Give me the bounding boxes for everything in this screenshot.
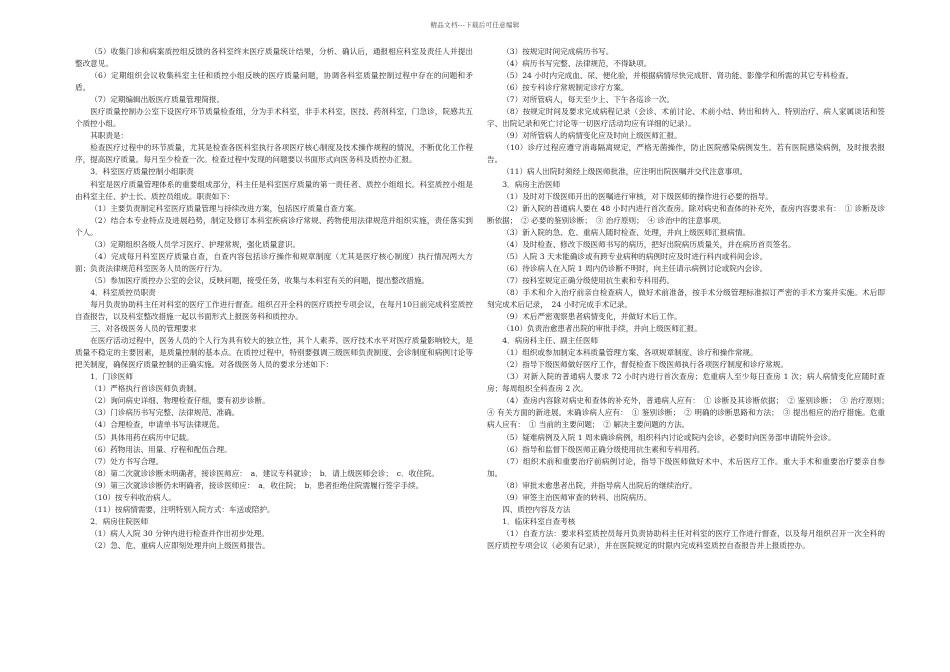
paragraph: 检查医疗过程中的环节质量，尤其是检查各医科室执行各项医疗核心制度及技术操作规程的情况，不断优化工作程序，提高医疗质量。每月至少检查一次。检查过程中发现的问题要以书面形式向医务科及质控办汇报。: [75, 143, 473, 165]
paragraph: （6）定期组织会议收集科室主任和质控小组反映的医疗质量问题，协调各科室质量控制过程中存在的问题和矛盾。: [75, 71, 473, 93]
list-item: （4）合理检查，申请单书写法律规范。: [90, 420, 225, 430]
section-heading: 4．病房科主任、副主任医师: [502, 336, 599, 346]
list-item: （6）待诊病人在入院 1 周内仍诊断不明时，向主任请示病例讨论或院内会诊。: [502, 263, 768, 273]
list-item: （7）处方书写合理。: [90, 456, 164, 466]
list-item: （7）组织术前和重要治疗前病例讨论，指导下级医师做好术中、术后医疗工作。重大手术和重要治疗要亲自参加。: [487, 456, 885, 478]
list-item: （9）第三次就诊诊断仍未明确者，接诊医师应： a．收住院； b．患者拒绝住院需履行签字手续。: [90, 480, 424, 490]
paragraph: 医疗质量控制办公室下设医疗环节质量检查组，分为手术科室，非手术科室，医技、药剂科室，门急诊，院感共五个质控小组。: [75, 107, 473, 129]
list-item: （1）病人入院 30 分钟内进行检查并作出初步处理。: [90, 528, 269, 538]
list-item: （6）指导和监督下级医师正确分级使用抗生素和专科用药。: [502, 444, 705, 454]
paragraph: 在医疗活动过程中，医务人员的个人行为具有较大的独立性，其个人素养、医疗技术水平对医疗质量影响较大，是质量不稳定的主要因素，是质量控制的基本点。在质控过程中，特别要强调三级医师负责制度、会诊制度和病例讨论等把关制度，确保医疗质量控制的正确实施。对各级医务人员的要求分述如下：: [75, 336, 473, 370]
list-item: （2）询问病史详细、物理检查仔细，要有初步诊断。: [90, 396, 270, 406]
list-item: （10）按专科收治病人。: [90, 492, 176, 502]
section-heading: 1．门诊医师: [90, 372, 133, 382]
list-item: （7）对所管病人，每天至少上、下午各巡诊一次。: [502, 95, 675, 105]
paragraph: （4）完成每月科室医疗质量自查，自查内容包括诊疗操作和规章制度（尤其是医疗核心制度）执行情况两大方面；负责法律规范科室医务人员的医疗行为。: [75, 251, 473, 273]
list-item: （3）对新入院的普通病人要求 72 小时内进行首次查房；危重病人至少每日查房 1 次；病人病情变化应随时查房；每周组织全科查房 2 次。: [487, 372, 885, 394]
section-heading: 2．病房住院医师: [90, 516, 149, 526]
list-item: （1）严格执行首诊医师负责制。: [90, 384, 202, 394]
left-column: [75, 46, 473, 552]
list-item: （5）疑难病例及入院 1 周未确诊病例，组织科内讨论或院内会诊，必要时向医务部申请院外会诊。: [502, 432, 836, 442]
paragraph: 科室是医疗质量管理体系的重要组成部分，科主任是科室医疗质量的第一责任者、质控小组组长。科室质控小组是由科室主任、护士长、质控员组成。职责如下：: [75, 179, 473, 201]
list-item: （2）急、危、重病人应即刻处理并向上级医师报告。: [90, 540, 270, 550]
section-heading: 四、质控内容及方法: [502, 504, 571, 514]
list-item: （7）按科室规定正确分级使用抗生素和专科用药。: [502, 275, 675, 285]
list-item: （8）手术和介入治疗前亲自检查病人，做好术前准备，按手术分级管理标准拟订严密的手术方案并实施。术后即刻完成术后记录， 24 小时完成手术记录。: [487, 287, 885, 309]
list-item: （9）术后严密观察患者病情变化，并做好术后工作。: [502, 312, 682, 322]
section-heading: 4．科室质控员职责: [90, 287, 156, 297]
list-item: （3）新入院的急、危、重病人随时检查、处理，并向上级医师汇报病情。: [502, 227, 751, 237]
list-item: （3）按规定时间完成病历书写。: [502, 47, 614, 56]
right-column: [487, 46, 893, 552]
section-heading: 1．临床科室自查考核: [502, 516, 576, 526]
list-item: （5）具体用药在病历中记载。: [90, 432, 194, 442]
list-item: （4）病历书写完整、法律规范，不得缺项。: [502, 59, 652, 69]
paragraph: （7）定期编辑出版医疗质量管理简报。: [90, 95, 225, 105]
list-item: （1）组织或参加制定本科质量管理方案、各项规章制度、诊疗和操作常规。: [502, 348, 758, 358]
list-item: （4）及时检查、修改下级医师书写的病历，把好出院病历质量关，并在病历首页签名。: [502, 239, 796, 249]
list-item: （10）负责治愈患者出院的审批手续，并向上级医师汇报。: [502, 324, 702, 334]
list-item: （11）病人出院时须经上级医师批准，应注明出院医嘱并交代注意事项。: [502, 167, 748, 177]
paragraph: （3）定期组织各级人员学习医疗、护理常规，强化质量意识。: [90, 239, 301, 249]
list-item: （9）对所管病人的病情变化应及时向上级医师汇报。: [502, 131, 682, 141]
list-item: （9）审签主治医师审查的转科、出院病历。: [502, 492, 652, 502]
list-item: （8）审批未愈患者出院，并指导病人出院后的继续治疗。: [502, 480, 697, 490]
paragraph: 每月负责协助科主任对科室的医疗工作进行督查。组织召开全科的医疗质控专项会议，在每月10日前完成科室质控自查报告，以及科室整改措施一起以书面形式上报医务科和质控办。: [75, 299, 473, 322]
list-item: （8）按规定时间及要求完成病程记录（会诊、术前讨论、术前小结、转出和转入、特别治疗、病人家属谈话和签字、出院记录和死亡讨论等一切医疗活动均应有详细的记录）。: [487, 107, 885, 129]
list-item: （5）入院 3 天未能确诊或有跨专业病种的病例时应及时进行科内或科间会诊。: [502, 251, 768, 261]
list-item: （6）药物用法、用量、疗程和配伍合理。: [90, 444, 232, 454]
list-item: （1）及时对下级医师开出的医嘱进行审核，对下级医师的操作进行必要的指导。: [502, 191, 773, 201]
header-watermark: 精品文档---下载后可任意编辑: [430, 21, 520, 29]
list-item: （3）门诊病历书写完整、法律规范、准确。: [90, 408, 240, 418]
list-item: （5）24 小时内完成血、尿、便化验，并根据病情尽快完成肝、肾功能、影像学和所需的其它专科检查。: [502, 71, 854, 81]
list-item: （10）诊疗过程应遵守消毒隔离规定，严格无菌操作，防止医院感染病例发生。若有医院感染病例，及时报表报告。: [487, 143, 885, 165]
list-item: （2）指导下级医师做好医疗工作，督促检查下级医师执行各项医疗制度和诊疗常规。: [502, 360, 788, 370]
paragraph: （1）主要负责制定科室医疗质量管理与持续改进方案，包括医疗质量自查方案。: [90, 203, 361, 213]
section-heading: 三、对各级医务人员的管理要求: [90, 324, 197, 334]
list-item: （11）按病情需要，注明特别入院方式：车送或陪护。: [90, 504, 275, 514]
section-heading: 3．科室医疗质量控制小组职责: [90, 167, 194, 177]
paragraph: （2）结合本专业特点及进展趋势，制定及修订本科室疾病诊疗常规、药物使用法律规范并组织实施，责任落实到个人。: [75, 215, 473, 237]
paragraph: （5）参加医疗质控办公室的会议，反映问题，接受任务，收集与本科室有关的问题，提出整改措施。: [90, 275, 430, 285]
list-item: （6）按专科诊疗常规制定诊疗方案。: [502, 83, 629, 93]
paragraph: （5）收集门诊和病案质控组反馈的各科室终末医疗质量统计结果，分析、确认后，通报相应科室及责任人并提出整改意见。: [75, 47, 473, 69]
list-item: （2）新入院的普通病人要在 48 小时内进行首次查房。除对病史和查体的补充外，查房内容要求有： ① 诊断及诊断依据； ② 必要的鉴别诊断； ③ 治疗原则； ④ 诊治中的注意事项。: [487, 203, 885, 225]
list-item: （1）自查方法：要求科室质控员每月负责协助科主任对科室的医疗工作进行督查，以及每月组织召开一次全科的医疗质控专项会议（必须有记录），并在医院规定的时限内完成科室质控自查报告并上报质控办。: [487, 528, 885, 550]
paragraph: 其职责是：: [90, 131, 129, 141]
section-heading: 3．病房主治医师: [502, 179, 561, 189]
list-item: （8）第二次就诊诊断未明确者，接诊医师应： a．建议专科就诊； b．请上级医师会诊； c．收住院。: [90, 468, 439, 478]
list-item: （4）查房内容除对病史和查体的补充外，普通病人应有： ① 诊断及其诊断依据； ② 鉴别诊断； ③ 治疗原则； ④ 有关方面的新进展。未确诊病人应有： ① 鉴别诊断； ② 明确的诊断思路和方法； ③ 提出相应的治疗措施。危重病人应有： ① 当前的主要问题； ② 解决主要问题的方法。: [487, 396, 893, 430]
